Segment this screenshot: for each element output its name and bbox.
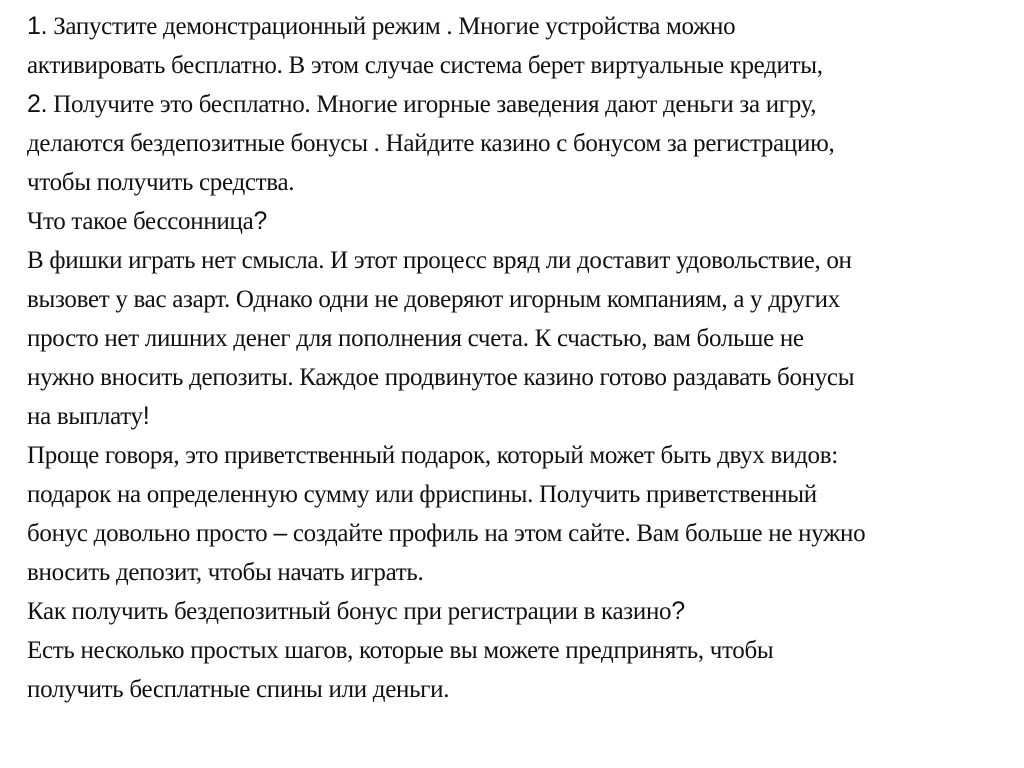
line-text: В фишки играть нет смысла. И этот процесс вряд ли доставит удовольствие, он: [27, 247, 852, 274]
text-line: [27, 358, 1004, 397]
line-punctuation: !: [142, 402, 150, 430]
text-line: [27, 514, 1004, 553]
line-text: активировать бесплатно. В этом случае система берет виртуальные кредиты,: [27, 52, 823, 79]
line-text: чтобы получить средства.: [27, 169, 295, 196]
line-text: вызовет у вас азарт. Однако одни не доверяют игорным компаниям, а у других: [27, 286, 840, 313]
text-line: [27, 280, 1004, 319]
list-item-1: [27, 7, 1004, 46]
section-heading: [27, 592, 1004, 631]
line-text: получить бесплатные спины или деньги.: [27, 676, 450, 703]
line-text: Проще говоря, это приветственный подарок, который может быть двух видов:: [27, 442, 838, 469]
heading-text: Как получить бездепозитный бонус при регистрации в казино: [27, 598, 672, 625]
line-text: делаются бездепозитные бонусы . Найдите казино с бонусом за регистрацию,: [27, 130, 835, 157]
dash: –: [273, 519, 287, 547]
heading-punctuation: ?: [671, 597, 685, 625]
text-line: [27, 124, 1004, 163]
text-line: [27, 475, 1004, 514]
line-text: нужно вносить депозиты. Каждое продвинутое казино готово раздавать бонусы: [27, 364, 855, 391]
line-text: просто нет лишних денег для пополнения счета. К счастью, вам больше не: [27, 325, 804, 352]
text-line: [27, 553, 1004, 592]
line-text: подарок на определенную сумму или фриспины. Получить приветственный: [27, 481, 817, 508]
line-text: бонус довольно просто: [27, 520, 274, 547]
heading-text: Что такое бессонница: [27, 208, 254, 235]
list-item-2: [27, 85, 1004, 124]
text-line: [27, 631, 1004, 670]
text-line: [27, 670, 1004, 709]
line-text: Есть несколько простых шагов, которые вы можете предпринять, чтобы: [27, 637, 774, 664]
text-line: [27, 397, 1004, 436]
article-body: [27, 7, 1004, 709]
text-line: [27, 436, 1004, 475]
text-line: [27, 46, 1004, 85]
heading-punctuation: ?: [253, 207, 267, 235]
text-line: [27, 241, 1004, 280]
list-number: 2.: [27, 90, 48, 118]
line-text: вносить депозит, чтобы начать играть.: [27, 559, 424, 586]
list-number: 1.: [27, 12, 48, 40]
line-text: создайте профиль на этом сайте. Вам больше не нужно: [286, 520, 866, 547]
text-line: [27, 319, 1004, 358]
line-text: Запустите демонстрационный режим . Многие устройства можно: [47, 13, 736, 40]
line-text: Получите это бесплатно. Многие игорные заведения дают деньги за игру,: [47, 91, 817, 118]
section-heading: [27, 202, 1004, 241]
line-text: на выплату: [27, 403, 143, 430]
text-line: [27, 163, 1004, 202]
